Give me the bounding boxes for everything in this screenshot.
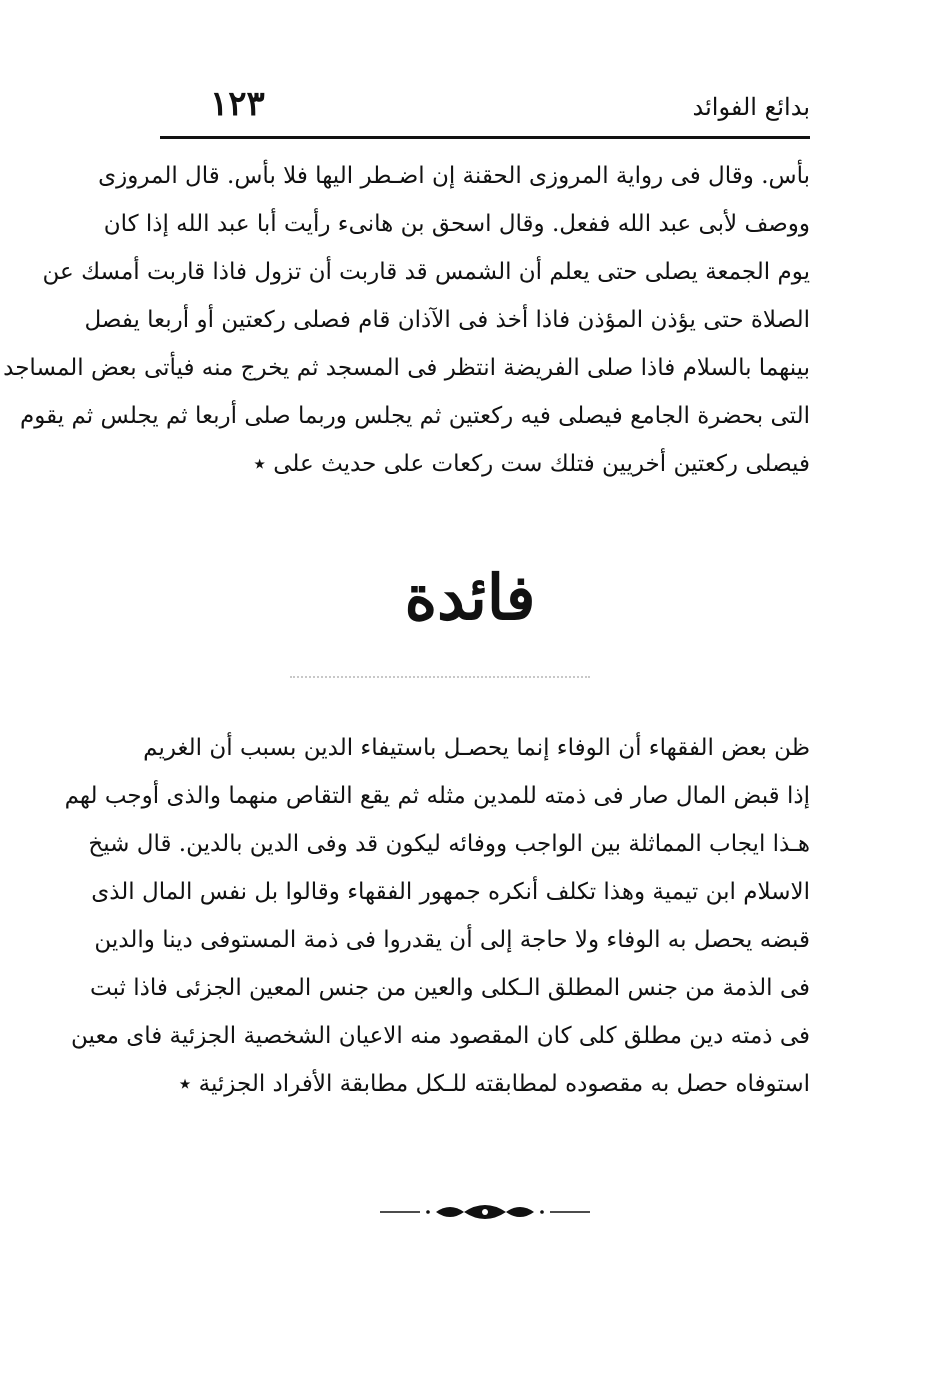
text-line: الصلاة حتى يؤذن المؤذن فاذا أخذ فى الآذان قام فصلى ركعتين أو أربعا يفصل [84,307,810,333]
text-line: بأس. وقال فى رواية المروزى الحقنة إن اضـطر اليها فلا بأس. قال المروزى [98,163,810,189]
section-heading: فائدة [404,561,536,634]
text-line: فى ذمته دين مطلق كلى كان المقصود منه الاعيان الشخصية الجزئية فاى معين [71,1023,810,1049]
text-line: فى الذمة من جنس المطلق الـكلى والعين من جنس المعين الجزئى فاذا ثبت [90,975,810,1001]
text-line: ظن بعض الفقهاء أن الوفاء إنما يحصـل باستيفاء الدين بسبب أن الغريم [143,735,810,761]
text-line: إذا قبض المال صار فى ذمته للمدين مثله ثم يقع التقاص منهما والذى أوجب لهم [64,783,810,809]
page-header [160,84,810,134]
end-ornament [380,1200,590,1224]
text-line: فيصلى ركعتين أخريين فتلك ست ركعات على حديث على ٭ [253,451,810,477]
text-line: ووصف لأبى عبد الله ففعل. وقال اسحق بن هانىء رأيت أبا عبد الله إذا كان [103,211,810,237]
text-line: هـذا ايجاب المماثلة بين الواجب ووفائه ليكون قد وفى الدين بالدين. قال شيخ [88,831,810,857]
text-line: التى بحضرة الجامع فيصلى فيه ركعتين ثم يجلس وربما صلى أربعا ثم يجلس ثم يقوم [20,403,810,429]
text-line: استوفاه حصل به مقصوده لمطابقته للـكل مطابقة الأفراد الجزئية ٭ [178,1071,810,1097]
text-line: الاسلام ابن تيمية وهذا تكلف أنكره جمهور الفقهاء وقالوا بل نفس المال الذى [91,879,810,905]
text-line: بينهما بالسلام فاذا صلى الفريضة انتظر فى المسجد ثم يخرج منه فيأتى بعض المساجد [3,355,810,381]
paragraph-2 [64,724,810,1108]
header-rule [160,136,810,139]
running-title: بدائع الفوائد [692,93,810,121]
paragraph-1 [3,152,810,488]
page-number: ١٢٣ [210,84,265,124]
text-line: قبضه يحصل به الوفاء ولا حاجة إلى أن يقدروا فى ذمة المستوفى دينا والدين [94,927,810,953]
text-line: يوم الجمعة يصلى حتى يعلم أن الشمس قد قاربت أن تزول فاذا قاربت أمسك عن [42,259,810,285]
heading-dotted-rule [290,676,590,682]
